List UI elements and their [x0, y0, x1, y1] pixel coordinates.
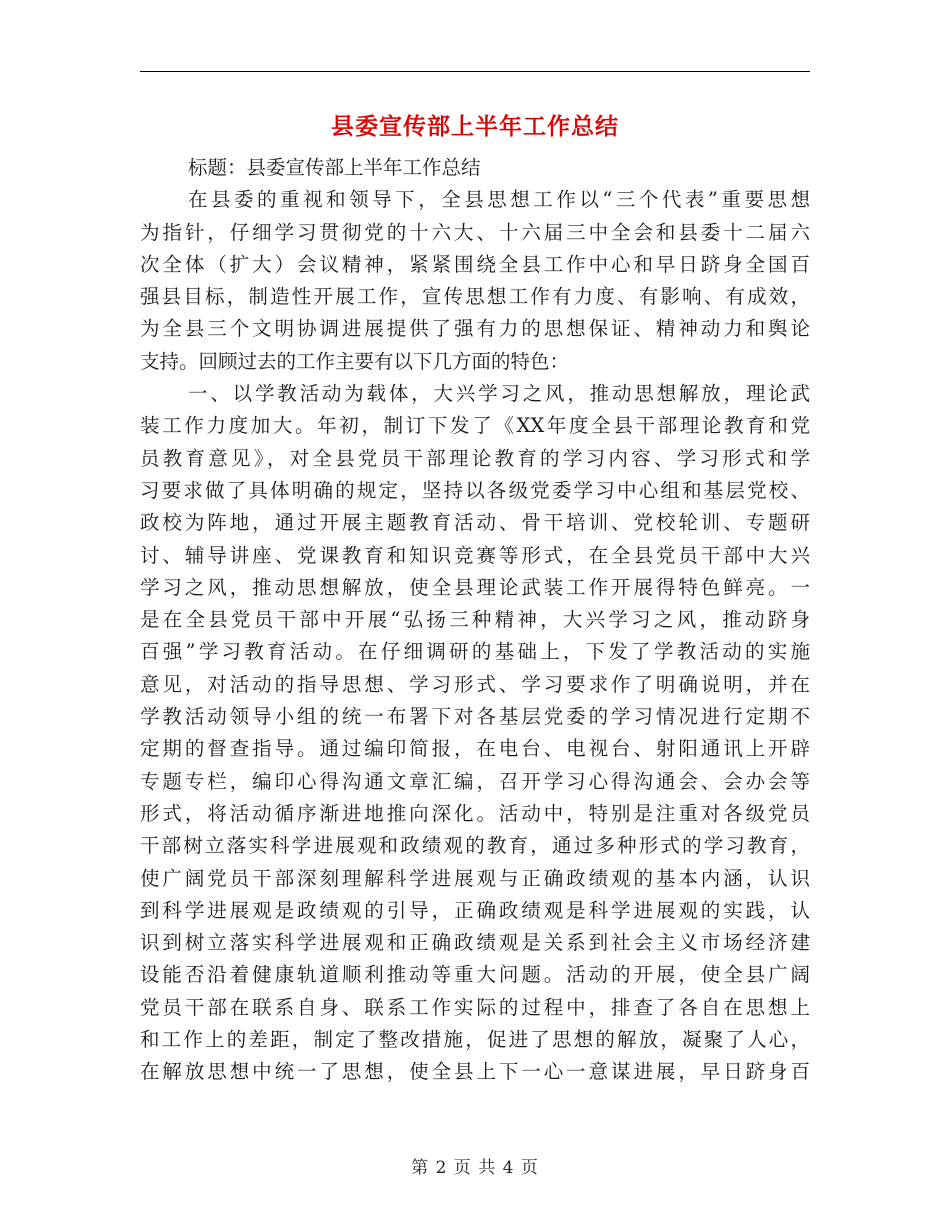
body-line: 专题专栏，编印心得沟通文章汇编，召开学习心得沟通会、会办会等	[140, 769, 810, 793]
body-line: 识到树立落实科学进展观和正确政绩观是关系到社会主义市场经济建	[140, 931, 810, 955]
body-line: 员教育意见》，对全县党员干部理论教育的学习内容、学习形式和学	[140, 446, 810, 470]
body-line: 是在全县党员干部中开展“弘扬三种精神，大兴学习之风，推动跻身	[140, 608, 810, 632]
body-line: 干部树立落实科学进展观和政绩观的教育，通过多种形式的学习教育，	[140, 834, 810, 858]
body-line: 为全县三个文明协调进展提供了强有力的思想保证、精神动力和舆论	[140, 317, 810, 341]
document-title: 县委宣传部上半年工作总结	[331, 113, 619, 140]
body-line: 到科学进展观是政绩观的引导，正确政绩观是科学进展观的实践，认	[140, 898, 810, 922]
body-line: 为指针，仔细学习贯彻党的十六大、十六届三中全会和县委十二届六	[140, 220, 810, 244]
body-line: 在解放思想中统一了思想，使全县上下一心一意谋进展，早日跻身百	[140, 1060, 810, 1084]
body-line: 设能否沿着健康轨道顺利推动等重大问题。活动的开展，使全县广阔	[140, 963, 810, 987]
body-line: 学习之风，推动思想解放，使全县理论武装工作开展得特色鲜亮。一	[140, 575, 810, 599]
body-line: 意见，对活动的指导思想、学习形式、学习要求作了明确说明，并在	[140, 672, 810, 696]
body-line: 次全体（扩大）会议精神，紧紧围绕全县工作中心和早日跻身全国百	[140, 252, 810, 276]
body-line: 支持。回顾过去的工作主要有以下几方面的特色：	[140, 349, 570, 373]
body-line: 一、以学教活动为载体，大兴学习之风，推动思想解放，理论武	[188, 382, 810, 406]
body-line-subject: 标题：县委宣传部上半年工作总结	[188, 156, 481, 179]
body-line: 习要求做了具体明确的规定，坚持以各级党委学习中心组和基层党校、	[140, 478, 810, 502]
body-line: 强县目标，制造性开展工作，宣传思想工作有力度、有影响、有成效，	[140, 285, 810, 309]
body-line: 在县委的重视和领导下，全县思想工作以“三个代表”重要思想	[188, 188, 810, 212]
header-rule	[140, 71, 810, 72]
body-line: 和工作上的差距，制定了整改措施，促进了思想的解放，凝聚了人心，	[140, 1028, 810, 1052]
document-body	[140, 152, 810, 1089]
body-line: 百强”学习教育活动。在仔细调研的基础上，下发了学教活动的实施	[140, 640, 810, 664]
body-line: 党员干部在联系自身、联系工作实际的过程中，排查了各自在思想上	[140, 995, 810, 1019]
body-line: 定期的督查指导。通过编印简报，在电台、电视台、射阳通讯上开辟	[140, 737, 810, 761]
page-number-footer: 第 2 页 共 4 页	[411, 1158, 539, 1178]
body-line: 讨、辅导讲座、党课教育和知识竞赛等形式，在全县党员干部中大兴	[140, 543, 810, 567]
body-line: 政校为阵地，通过开展主题教育活动、骨干培训、党校轮训、专题研	[140, 511, 810, 535]
body-line: 学教活动领导小组的统一布署下对各基层党委的学习情况进行定期不	[140, 705, 810, 729]
body-line: 装工作力度加大。年初，制订下发了《XX年度全县干部理论教育和党	[140, 414, 810, 438]
body-line: 形式，将活动循序渐进地推向深化。活动中，特别是注重对各级党员	[140, 801, 810, 825]
body-line: 使广阔党员干部深刻理解科学进展观与正确政绩观的基本内涵，认识	[140, 866, 810, 890]
